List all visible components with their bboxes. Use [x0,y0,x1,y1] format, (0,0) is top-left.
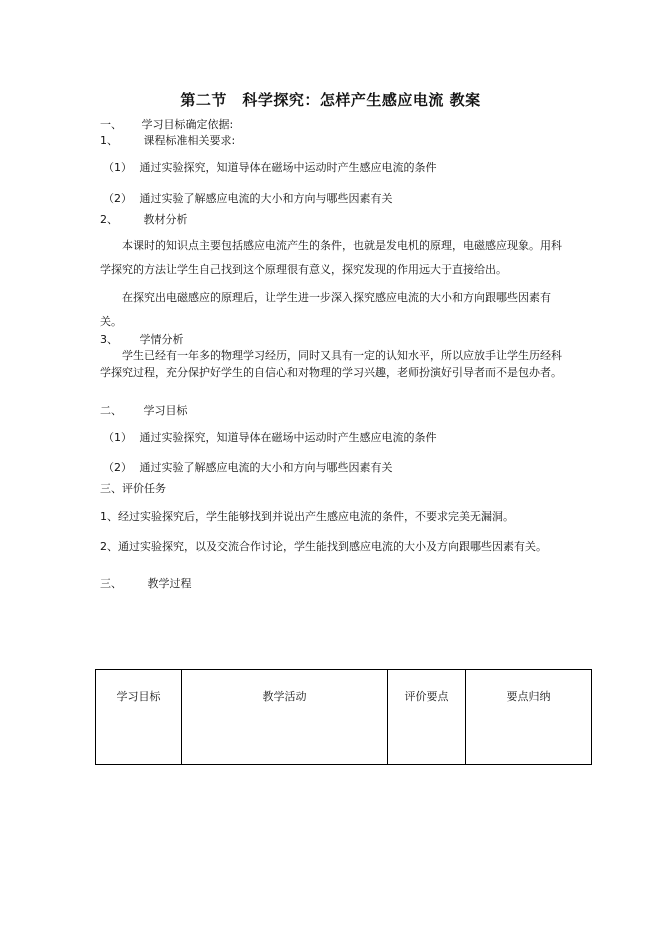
item-number: （2） [103,192,132,205]
section-2-heading [100,404,188,418]
requirement-item [103,161,437,175]
subsection-2-heading [100,213,188,227]
subsection-label: 学情分析 [139,333,184,346]
section-number: 一、 [100,118,122,131]
section-label: 学习目标确定依据: [141,118,234,131]
section-3-heading: 三、评价任务 [100,482,166,495]
page-title: 第二节 科学探究：怎样产生感应电流 教案 [180,91,481,109]
goal-item [103,431,437,445]
textbook-analysis-paragraph-2: 在探究出电磁感应的原理后，让学生进一步深入探究感应电流的大小和方向跟哪些因素有关。 [100,291,551,328]
section-label: 教学过程 [147,577,192,590]
section-number: 三、 [100,577,122,590]
section-number: 二、 [100,404,122,417]
student-analysis-paragraph: 学生已经有一年多的物理学习经历，同时又具有一定的认知水平，所以应放手让学生历经科学探究过程，充分保护好学生的自信心和对物理的学习兴趣，老师扮演好引导者而不是包办者。 [100,349,562,379]
section-1-heading [100,118,233,132]
subsection-label: 教材分析 [143,213,188,226]
header-teaching-activities: 教学活动 [182,670,388,765]
item-text: 通过实验探究，知道导体在磁场中运动时产生感应电流的条件 [139,431,437,444]
item-number: （1） [103,431,132,444]
teaching-process-table [95,669,592,765]
section-4-heading [100,577,192,591]
header-evaluation-points: 评价要点 [388,670,466,765]
item-text: 通过实验了解感应电流的大小和方向与哪些因素有关 [139,461,393,474]
subsection-label: 课程标准相关要求: [143,134,236,147]
subsection-3-heading [100,333,184,347]
header-key-summary: 要点归纳 [466,670,592,765]
subsection-number: 1、 [100,134,118,147]
header-learning-goals: 学习目标 [96,670,182,765]
subsection-1-heading [100,134,235,148]
item-text: 通过实验了解感应电流的大小和方向与哪些因素有关 [139,192,393,205]
subsection-number: 3、 [100,333,118,346]
textbook-analysis-paragraph: 本课时的知识点主要包括感应电流产生的条件，也就是发电机的原理，电磁感应现象。用科学探究的方法让学生自己找到这个原理很有意义，探究发现的作用远大于直接给出。 [100,239,562,276]
evaluation-task: 2、通过实验探究，以及交流合作讨论，学生能找到感应电流的大小及方向跟哪些因素有关。 [100,540,547,553]
table-row [96,670,592,765]
evaluation-task: 1、经过实验探究后，学生能够找到并说出产生感应电流的条件，不要求完美无漏洞。 [100,510,514,523]
item-number: （1） [103,161,132,174]
goal-item [103,461,393,475]
requirement-item [103,192,393,206]
section-label: 学习目标 [143,404,188,417]
subsection-number: 2、 [100,213,118,226]
item-text: 通过实验探究，知道导体在磁场中运动时产生感应电流的条件 [139,161,437,174]
item-number: （2） [103,461,132,474]
